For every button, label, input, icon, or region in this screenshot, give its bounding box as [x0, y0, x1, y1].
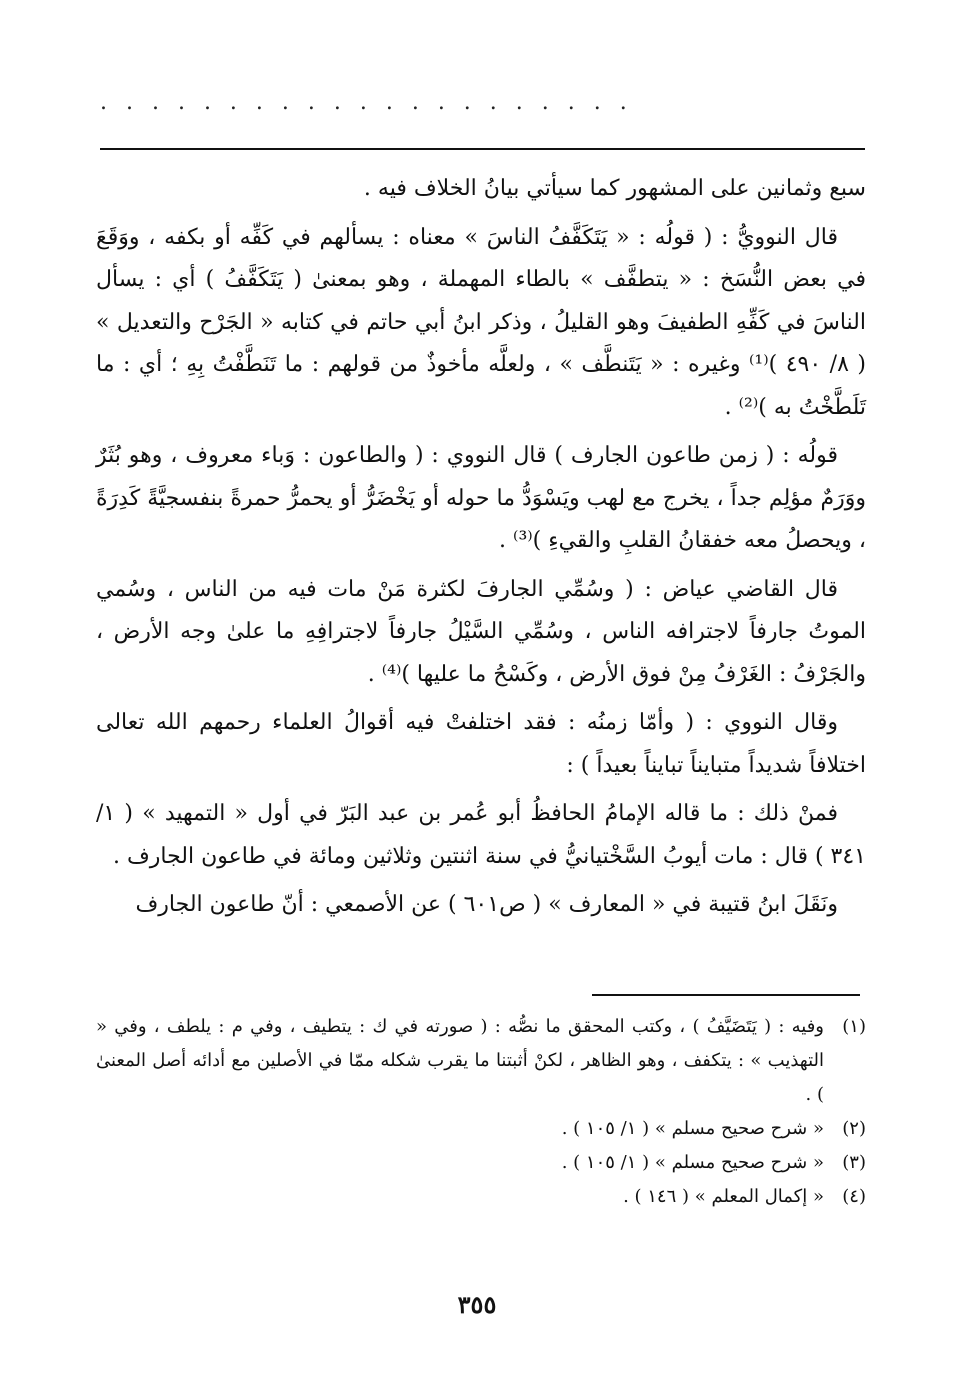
footnote-separator	[592, 994, 860, 996]
footnote-text: « شرح صحيح مسلم » ( ١/ ١٠٥ ) .	[561, 1152, 824, 1173]
footnotes	[96, 1010, 866, 1214]
footnote-number: (٤)	[842, 1186, 866, 1207]
footnote-text: « إكمال المعلم » ( ١٤٦ ) .	[623, 1186, 824, 1207]
footnote-number: (٣)	[842, 1152, 866, 1173]
footnote-item	[96, 1112, 866, 1146]
paragraph: ونَقَلَ ابنُ قتيبة في « المعارف » ( ص٦٠١ ) عن الأصمعي : أنّ طاعون الجارف	[135, 892, 838, 917]
paragraph: قولُه : ( زمن طاعون الجارف ) قال النووي : ( والطاعون : وَباء معروف ، وهو بُثَرٌ ووَرَمٌ مؤلِم جداً ، يخرج مع لهب ويَسْوَدُّ ما حوله أو يَخْضَرُّ أو يحمرُّ حمرةً بنفسجيَّةً كَدِرَةً ، ويحصلُ معه خفقانُ القلبِ والقيءِ )⁽³⁾ .	[96, 443, 866, 553]
paragraph: سبع وثمانين على المشهور كما سيأتي بيانُ الخلاف فيه .	[363, 176, 866, 201]
header-rule	[100, 148, 865, 150]
footnote-text: وفيه : ( يَتَضَيَّفُ ) ، وكتب المحقق ما نصُّه : ( صورته في ك : يتطيف ، وفي م : يلطف ، وفي « التهذيب » : يتكفف ، وهو الظاهر ، لكنْ أثبتنا ما يقرب شكله ممّا في الأصلين مع أدائه أصل المعنىٰ ) .	[96, 1016, 824, 1105]
page-number: ٣٥٥	[457, 1290, 497, 1319]
footnote-item	[96, 1010, 866, 1112]
footnote-number: (٢)	[842, 1118, 866, 1139]
footnote-text: « شرح صحيح مسلم » ( ١/ ١٠٥ ) .	[561, 1118, 824, 1139]
paragraph: قال القاضي عياض : ( وسُمِّي الجارفَ لكثرة مَنْ مات فيه من الناس ، وسُمي الموتُ جارفاً لاجترافه الناس ، وسُمِّي السَّيْلُ جارفاً لاجترافِهِ ما علىٰ وجه الأرض ، والجَرْفُ : الغَرْفُ مِنْ فوق الأرض ، وكَسْحُ ما عليها )⁽⁴⁾ .	[96, 576, 866, 687]
footnote-number: (١)	[842, 1016, 866, 1037]
footnote-item	[96, 1180, 866, 1214]
header-dotted-line: . . . . . . . . . . . . . . . . . . . . .	[100, 90, 633, 115]
paragraph: قال النوويُّ : ( قولُه : « يَتَكَفَّفُ الناسَ » معناه : يسألهم في كَفِّه أو بكفه ، ووَقَعَ في بعض النُّسَخ : « يتطفَّف » بالطاء المهملة ، وهو بمعنىٰ ( يَتَكَفَّفُ ) أي : يسأل الناسَ في كَفِّهِ الطفيفَ وهو القليلُ ، وذكر ابنُ أبي حاتم في كتابه « الجَرْح والتعديل » ( ٨/ ٤٩٠ )⁽¹⁾ وغيره : « يَتَنطَّف » ، ولعلَّه مأخوذٌ من قولهم : ما تَنَطَّفْتُ بِهِ ؛ أي : ما تَلَطَّخْتُ به )⁽²⁾ .	[96, 224, 866, 420]
paragraph: فمنْ ذلك : ما قاله الإمامُ الحافظُ أبو عُمر بن عبد البَرّ في أول « التمهيد » ( ١/ ٣٤١ ) قال : مات أيوبُ السَّخْتيانيُّ في سنة اثنتين وثلاثين ومائة في طاعون الجارف .	[96, 801, 866, 869]
paragraph: وقال النووي : ( وأمّا زمنُه : فقد اختلفتْ فيه أقوالُ العلماء رحمهم الله تعالى اختلافاً شديداً متبايناً تبايناً بعيداً ) :	[96, 710, 866, 778]
main-text-body	[96, 168, 866, 933]
footnote-item	[96, 1146, 866, 1180]
